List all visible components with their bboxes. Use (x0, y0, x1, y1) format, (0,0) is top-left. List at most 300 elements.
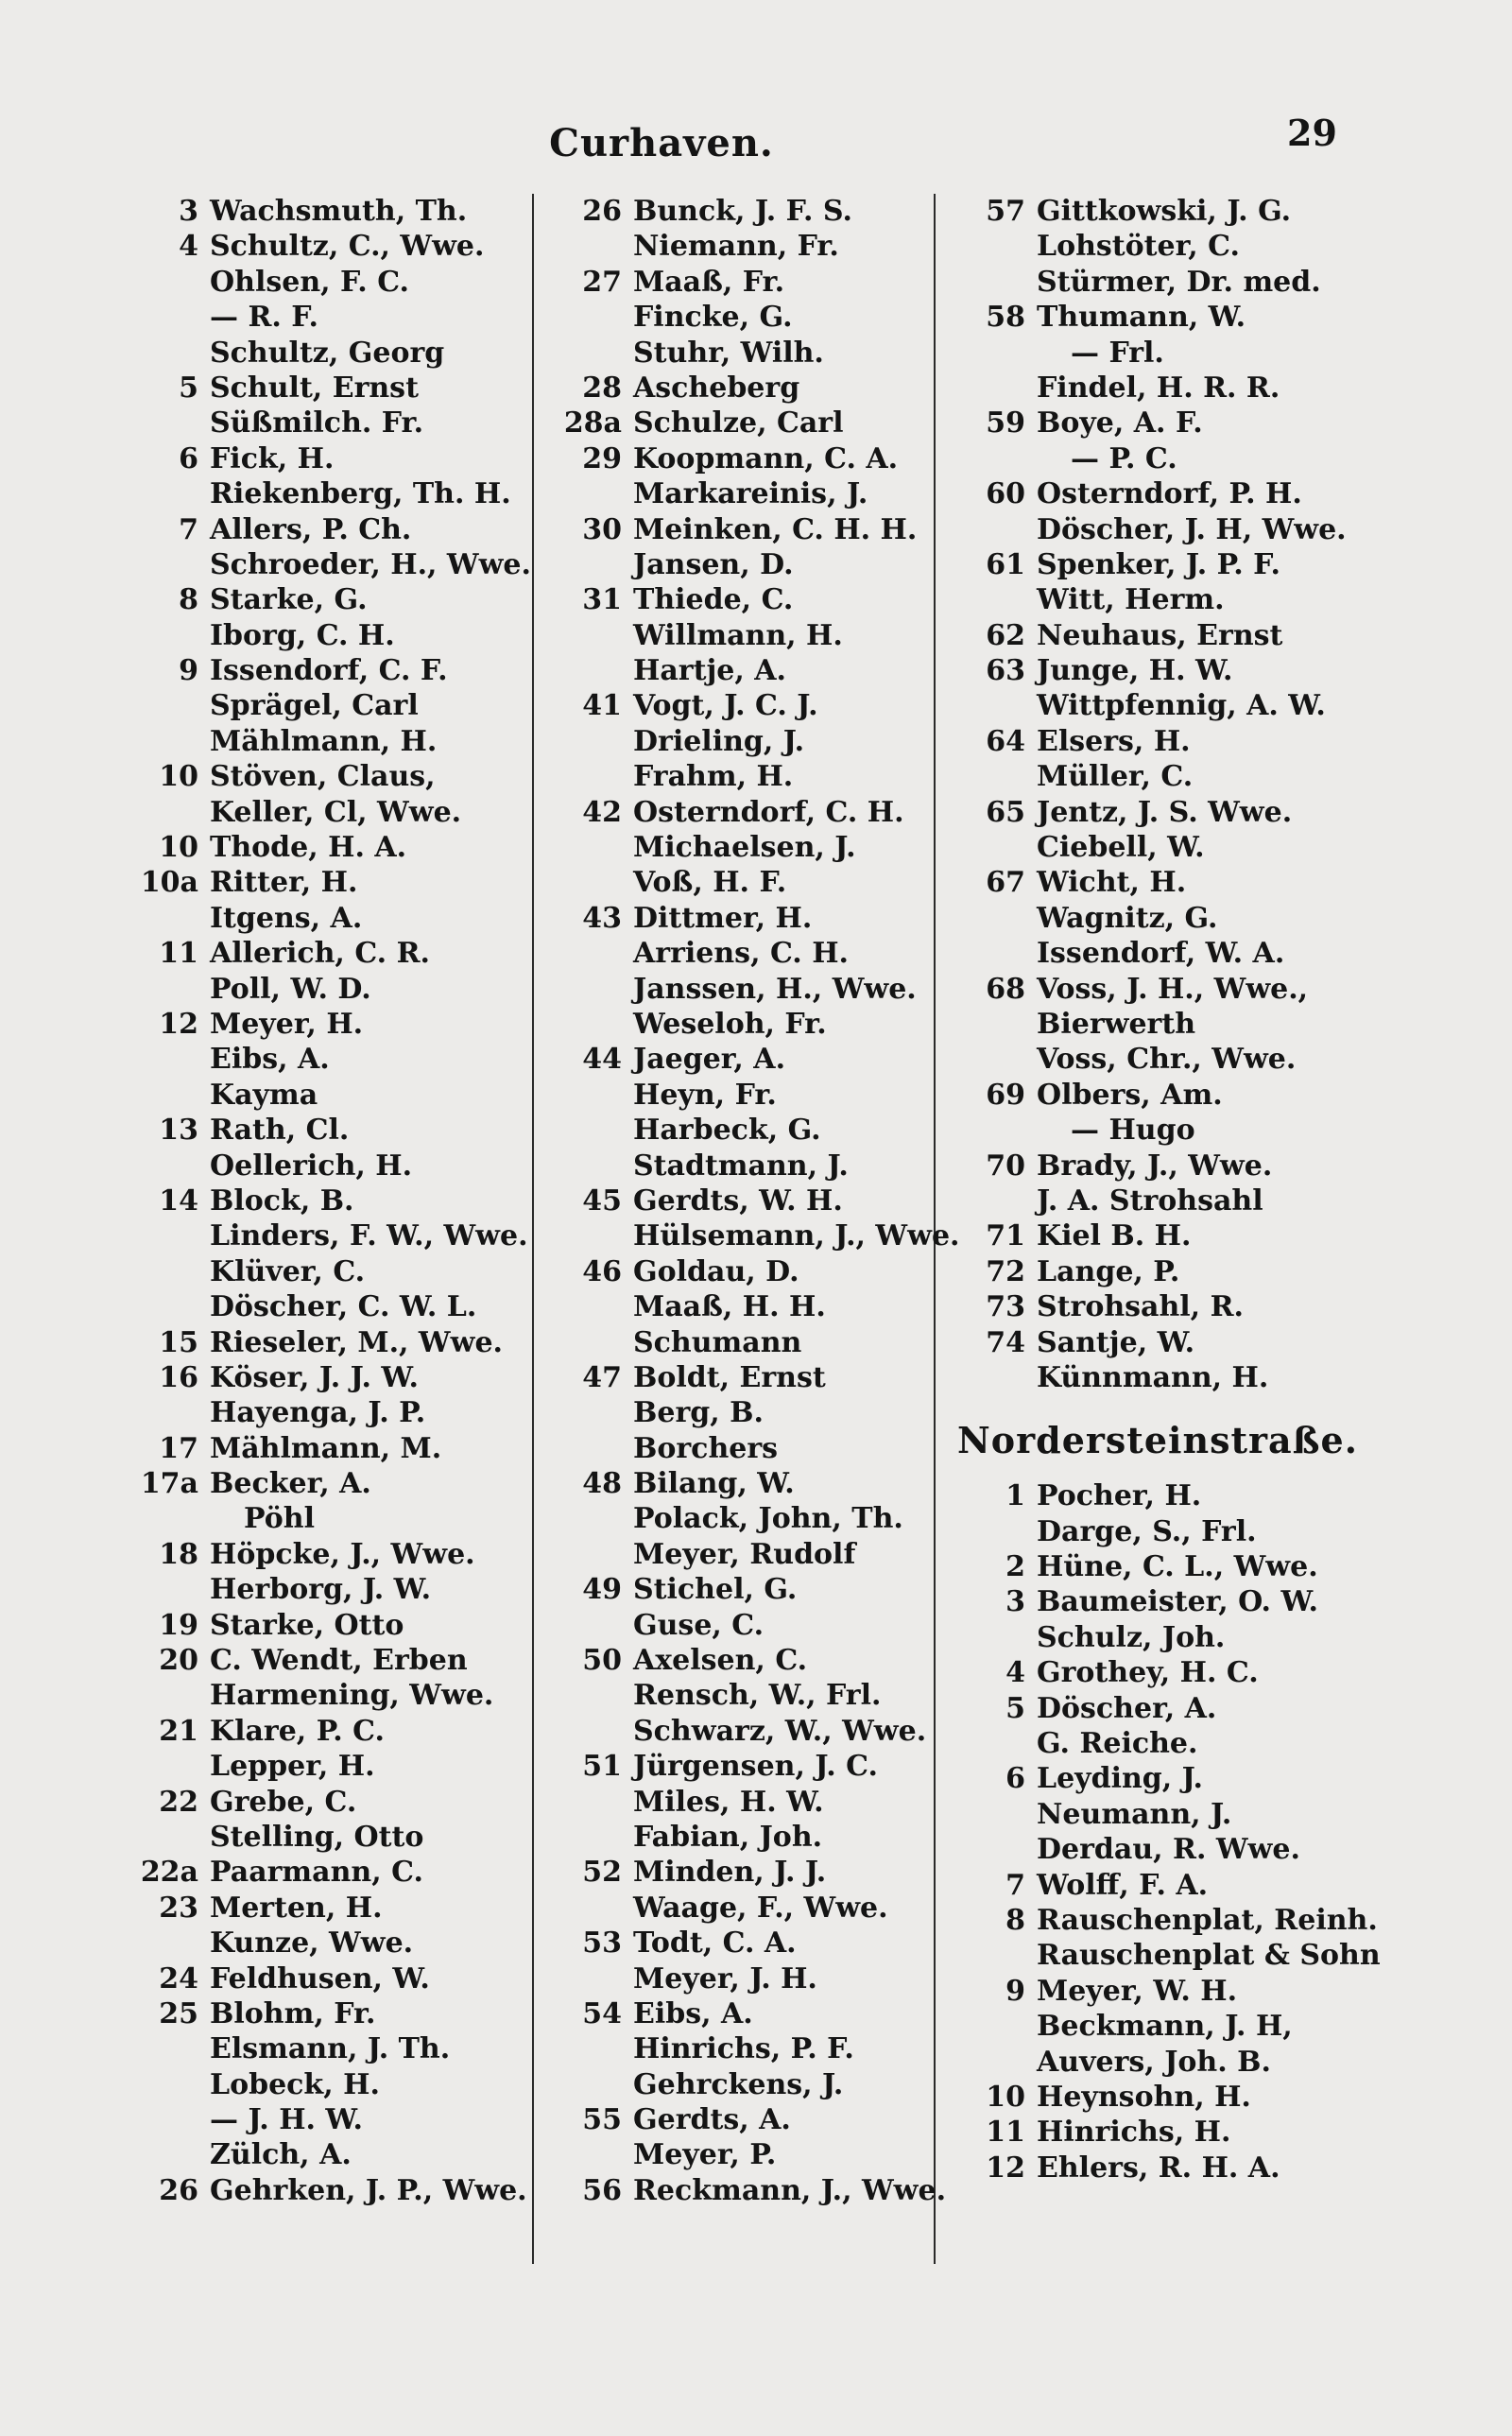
list-item (950, 2045, 1366, 2080)
house-number: 1 (1005, 1479, 1025, 1513)
resident-name: Wolff, F. A. (1037, 1868, 1209, 1902)
house-number: 4 (1005, 1656, 1025, 1690)
list-item (950, 1655, 1366, 1690)
list-item (546, 2137, 934, 2172)
resident-name: Witt, Herm. (1037, 583, 1225, 617)
list-item (950, 1514, 1366, 1549)
list-item (950, 1254, 1366, 1289)
list-item (123, 371, 531, 406)
list-item (950, 194, 1366, 229)
list-item (950, 476, 1366, 511)
list-item (546, 1395, 934, 1430)
list-item (123, 300, 531, 335)
resident-name: Wagnitz, G. (1037, 901, 1218, 935)
house-number: 9 (179, 654, 198, 688)
list-item (123, 865, 531, 900)
list-item (546, 547, 934, 582)
resident-name: Blohm, Fr. (210, 1996, 376, 2030)
house-number: 41 (582, 689, 622, 723)
resident-name: Riekenberg, Th. H. (210, 477, 511, 511)
list-item (546, 2173, 947, 2208)
resident-name: Gittkowski, J. G. (1037, 195, 1292, 228)
list-item (950, 1289, 1366, 1324)
house-number: 8 (179, 583, 198, 617)
resident-name: Linders, F. W., Wwe. (210, 1219, 528, 1253)
resident-name: Maaß, Fr. (633, 265, 785, 299)
resident-name: Ritter, H. (210, 866, 358, 900)
list-item (123, 194, 531, 229)
resident-name: Hinrichs, H. (1037, 2116, 1231, 2150)
resident-name: G. Reiche. (1037, 1727, 1198, 1761)
resident-name: Stuhr, Wilh. (633, 336, 824, 370)
list-item (123, 1360, 531, 1395)
resident-name: Axelsen, C. (633, 1644, 808, 1678)
house-number: 26 (582, 195, 622, 228)
list-item (546, 1042, 934, 1077)
list-item (950, 1042, 1366, 1077)
resident-name: Jansen, D. (633, 547, 794, 581)
house-number: 65 (986, 795, 1025, 829)
list-item (546, 618, 934, 653)
list-item (546, 2067, 934, 2102)
resident-name: Strohsahl, R. (1037, 1290, 1244, 1324)
list-item (546, 1007, 934, 1042)
list-item (546, 512, 934, 547)
house-number: 8 (1005, 1903, 1025, 1937)
resident-name: — Frl. (1071, 336, 1164, 370)
list-item (123, 1289, 531, 1324)
list-item (950, 547, 1366, 582)
resident-name: Guse, C. (633, 1608, 765, 1642)
resident-name: Michaelsen, J. (633, 831, 856, 865)
resident-name: Goldau, D. (633, 1254, 799, 1288)
resident-name: Junge, H. W. (1037, 654, 1233, 688)
column-divider (532, 194, 534, 2264)
list-item (123, 1714, 531, 1749)
resident-name: Grebe, C. (210, 1785, 357, 1819)
list-item (546, 830, 934, 865)
list-item (950, 972, 1366, 1007)
resident-name: Meyer, P. (633, 2138, 777, 2172)
list-item (950, 795, 1366, 830)
resident-name: Borchers (633, 1431, 779, 1465)
list-item (123, 1042, 531, 1077)
list-item (546, 582, 934, 617)
list-item (546, 371, 934, 406)
list-item (546, 795, 934, 830)
list-item (123, 441, 531, 476)
list-item (950, 759, 1366, 794)
resident-name: Voß, H. F. (633, 866, 787, 900)
house-number: 5 (1005, 1691, 1025, 1725)
resident-name: Kunze, Wwe. (210, 1926, 414, 1961)
house-number: 10a (140, 866, 198, 900)
resident-name: Rauschenplat & Sohn (1037, 1939, 1381, 1973)
list-item (950, 229, 1366, 264)
resident-name: Itgens, A. (210, 901, 363, 935)
resident-name: Vogt, J. C. J. (633, 689, 818, 723)
resident-name: Bunck, J. F. S. (633, 195, 852, 228)
resident-name: Wachsmuth, Th. (210, 195, 468, 228)
resident-name: Kiel B. H. (1037, 1219, 1192, 1253)
resident-name: Minden, J. J. (633, 1856, 827, 1890)
resident-name: Oellerich, H. (210, 1149, 413, 1183)
house-number: 52 (582, 1856, 622, 1890)
list-item (123, 336, 531, 371)
house-number: 60 (986, 477, 1025, 511)
list-item (546, 1643, 934, 1678)
list-item (123, 724, 531, 759)
resident-name: — Hugo (1071, 1114, 1195, 1148)
resident-name: Allerich, C. R. (210, 937, 430, 971)
list-item (950, 1726, 1366, 1761)
list-item (123, 476, 531, 511)
list-item (123, 1078, 531, 1113)
house-number: 27 (582, 265, 622, 299)
list-item (950, 1478, 1366, 1513)
resident-name: Schultz, Georg (210, 336, 445, 370)
list-item (123, 1325, 531, 1360)
resident-name: Lepper, H. (210, 1750, 375, 1784)
list-item (546, 1289, 934, 1324)
house-number: 30 (582, 512, 622, 546)
list-item (123, 547, 531, 582)
house-number: 3 (179, 195, 198, 228)
resident-name: Heyn, Fr. (633, 1078, 777, 1112)
house-number: 58 (986, 301, 1025, 335)
resident-name: Hinrichs, P. F. (633, 2032, 854, 2066)
resident-name: Frahm, H. (633, 760, 794, 794)
resident-name: Lobeck, H. (210, 2067, 380, 2101)
resident-name: Niemann, Fr. (633, 230, 839, 264)
resident-name: Klare, P. C. (210, 1714, 385, 1748)
list-item (123, 1961, 531, 1996)
list-item (950, 1218, 1366, 1253)
list-item (123, 1643, 531, 1678)
resident-name: C. Wendt, Erben (210, 1644, 468, 1678)
list-item (950, 2009, 1366, 2044)
resident-name: Döscher, A. (1037, 1691, 1217, 1725)
resident-name: Künnmann, H. (1037, 1360, 1269, 1394)
list-item (546, 2031, 934, 2066)
list-item (546, 1608, 934, 1643)
list-item (546, 336, 934, 371)
list-item (123, 582, 531, 617)
resident-name: Hülsemann, J., Wwe. (633, 1219, 960, 1253)
house-number: 45 (582, 1183, 622, 1218)
house-number: 20 (159, 1644, 198, 1678)
list-item (546, 1466, 934, 1501)
resident-name: Osterndorf, P. H. (1037, 477, 1302, 511)
house-number: 15 (159, 1325, 198, 1359)
house-number: 59 (986, 406, 1025, 441)
list-item (950, 2080, 1366, 2115)
house-number: 71 (986, 1219, 1025, 1253)
resident-name: Rieseler, M., Wwe. (210, 1325, 503, 1359)
house-number: 70 (986, 1149, 1025, 1183)
resident-name: Harbeck, G. (633, 1114, 821, 1148)
list-item (950, 1797, 1366, 1832)
house-number: 21 (159, 1714, 198, 1748)
house-number: 28a (563, 406, 622, 441)
resident-name: Schroeder, H., Wwe. (210, 547, 531, 581)
resident-name: Voss, J. H., Wwe., (1037, 972, 1309, 1006)
list-item (546, 1749, 934, 1784)
column-2 (546, 194, 960, 2278)
resident-name: Findel, H. R. R. (1037, 371, 1280, 405)
resident-name: Fincke, G. (633, 301, 793, 335)
house-number: 69 (986, 1078, 1025, 1112)
resident-name: Kayma (210, 1078, 318, 1112)
resident-name: — R. F. (210, 301, 318, 335)
resident-name: Stichel, G. (633, 1573, 798, 1607)
house-number: 72 (986, 1254, 1025, 1288)
house-number: 28 (582, 371, 622, 405)
list-item (950, 300, 1366, 335)
resident-name: Döscher, J. H, Wwe. (1037, 512, 1347, 546)
house-number: 16 (159, 1360, 198, 1394)
resident-name: Stöven, Claus, (210, 760, 436, 794)
resident-name: Müller, C. (1037, 760, 1194, 794)
house-number: 29 (582, 441, 622, 475)
house-number: 26 (159, 2173, 198, 2207)
resident-name: Leyding, J. (1037, 1762, 1203, 1796)
resident-name: Block, B. (210, 1183, 354, 1218)
list-item (950, 441, 1366, 476)
list-item (123, 406, 531, 441)
list-item (950, 901, 1366, 936)
list-item (546, 1149, 934, 1183)
resident-name: Meyer, J. H. (633, 1961, 817, 1995)
list-item (546, 265, 934, 300)
house-number: 13 (159, 1114, 198, 1148)
list-item (950, 1007, 1366, 1042)
section-title: Nordersteinstraße. (957, 1419, 1358, 1462)
resident-name: Ascheberg (633, 371, 800, 405)
house-number: 62 (986, 618, 1025, 652)
house-number: 12 (986, 2151, 1025, 2185)
house-number: 7 (1005, 1868, 1025, 1902)
resident-name: Issendorf, C. F. (210, 654, 448, 688)
resident-name: Meyer, W. H. (1037, 1974, 1238, 2008)
list-item (123, 265, 531, 300)
resident-name: Schumann (633, 1325, 802, 1359)
resident-name: Schultz, C., Wwe. (210, 230, 485, 264)
resident-name: Meyer, Rudolf (633, 1537, 856, 1571)
resident-name: Dittmer, H. (633, 901, 813, 935)
resident-name: Santje, W. (1037, 1325, 1195, 1359)
house-number: 74 (986, 1325, 1025, 1359)
resident-name: Meinken, C. H. H. (633, 512, 918, 546)
resident-name: Jentz, J. S. Wwe. (1037, 795, 1293, 829)
list-item (950, 1183, 1366, 1218)
resident-name: Berg, B. (633, 1396, 764, 1430)
list-item (546, 1820, 934, 1855)
resident-name: Rath, Cl. (210, 1114, 350, 1148)
list-item (950, 653, 1366, 688)
list-item (123, 618, 531, 653)
house-number: 6 (1005, 1762, 1025, 1796)
resident-name: Harmening, Wwe. (210, 1679, 494, 1713)
house-number: 23 (159, 1891, 198, 1925)
list-item (950, 1691, 1366, 1726)
house-number: 51 (582, 1750, 622, 1784)
resident-name: Maaß, H. H. (633, 1290, 826, 1324)
resident-name: Allers, P. Ch. (210, 512, 412, 546)
list-item (950, 1360, 1366, 1395)
list-item (546, 1855, 934, 1890)
house-number: 67 (986, 866, 1025, 900)
resident-name: Boye, A. F. (1037, 406, 1203, 441)
column-1 (123, 194, 531, 2278)
resident-name: Spenker, J. P. F. (1037, 547, 1280, 581)
list-item (123, 2031, 531, 2066)
resident-name: Eibs, A. (210, 1043, 330, 1077)
list-item (123, 830, 531, 865)
house-number: 50 (582, 1644, 622, 1678)
list-item (950, 1113, 1366, 1148)
resident-name: Schulz, Joh. (1037, 1620, 1226, 1654)
resident-name: Elsmann, J. Th. (210, 2032, 451, 2066)
list-item (546, 1961, 934, 1996)
list-item (546, 1996, 934, 2031)
list-item (546, 1785, 934, 1820)
resident-name: Pöhl (244, 1502, 315, 1536)
resident-name: Neumann, J. (1037, 1797, 1232, 1831)
resident-name: Hüne, C. L., Wwe. (1037, 1550, 1318, 1584)
list-item (950, 688, 1366, 723)
list-item (123, 1537, 531, 1572)
resident-name: Schulze, Carl (633, 406, 844, 441)
list-item (950, 1974, 1366, 2009)
list-item (950, 2151, 1366, 2185)
list-item (123, 512, 531, 547)
resident-name: Wicht, H. (1037, 866, 1187, 900)
list-item (123, 1149, 531, 1183)
resident-name: Stürmer, Dr. med. (1037, 265, 1321, 299)
resident-name: Pocher, H. (1037, 1479, 1202, 1513)
resident-name: Polack, John, Th. (633, 1502, 903, 1536)
resident-name: Elsers, H. (1037, 724, 1191, 758)
house-number: 2 (1005, 1550, 1025, 1584)
list-item (546, 441, 934, 476)
resident-name: Ohlsen, F. C. (210, 265, 409, 299)
resident-name: Hartje, A. (633, 654, 786, 688)
list-item (546, 1537, 934, 1572)
list-item (546, 1678, 934, 1713)
resident-name: Ehlers, R. H. A. (1037, 2151, 1280, 2185)
list-item (950, 865, 1366, 900)
list-item (123, 1007, 531, 1042)
house-number: 68 (986, 972, 1025, 1006)
resident-name: Keller, Cl, Wwe. (210, 795, 462, 829)
resident-name: Herborg, J. W. (210, 1573, 432, 1607)
house-number: 9 (1005, 1974, 1025, 2008)
house-number: 46 (582, 1254, 622, 1288)
list-item (546, 1218, 960, 1253)
list-item (950, 582, 1366, 617)
list-item (950, 1761, 1366, 1796)
house-number: 48 (582, 1467, 622, 1501)
page-number: 29 (1287, 112, 1337, 154)
house-number: 22 (159, 1785, 198, 1819)
resident-name: Boldt, Ernst (633, 1360, 826, 1394)
list-item (123, 936, 531, 971)
resident-name: Gehrckens, J. (633, 2067, 844, 2101)
resident-name: Voss, Chr., Wwe. (1037, 1043, 1297, 1077)
house-number: 42 (582, 795, 622, 829)
resident-name: Osterndorf, C. H. (633, 795, 904, 829)
resident-name: Auvers, Joh. B. (1037, 2045, 1271, 2079)
resident-name: Iborg, C. H. (210, 618, 395, 652)
list-item (123, 1113, 531, 1148)
resident-name: Jürgensen, J. C. (633, 1750, 878, 1784)
list-item (546, 1572, 934, 1607)
list-item (950, 371, 1366, 406)
house-number: 4 (179, 230, 198, 264)
list-item (123, 1254, 531, 1289)
list-item (546, 1078, 934, 1113)
resident-name: Feldhusen, W. (210, 1961, 430, 1995)
resident-name: Hayenga, J. P. (210, 1396, 426, 1430)
list-item (546, 1113, 934, 1148)
resident-name: Höpcke, J., Wwe. (210, 1537, 475, 1571)
list-item (546, 936, 934, 971)
list-item (123, 795, 531, 830)
resident-name: Todt, C. A. (633, 1926, 797, 1961)
house-number: 17a (140, 1467, 198, 1501)
list-item (546, 901, 934, 936)
resident-name: Issendorf, W. A. (1037, 937, 1285, 971)
list-item (546, 865, 934, 900)
house-number: 10 (159, 831, 198, 865)
list-item (123, 1891, 531, 1926)
list-item (123, 1466, 531, 1501)
list-item (950, 1325, 1366, 1360)
resident-name: Zülch, A. (210, 2138, 352, 2172)
resident-name: Bilang, W. (633, 1467, 795, 1501)
resident-name: Eibs, A. (633, 1996, 753, 2030)
resident-name: Arriens, C. H. (633, 937, 849, 971)
house-number: 24 (159, 1961, 198, 1995)
resident-name: Lohstöter, C. (1037, 230, 1240, 264)
resident-name: — P. C. (1071, 441, 1177, 475)
resident-name: Süßmilch. Fr. (210, 406, 424, 441)
list-item (950, 724, 1366, 759)
resident-name: Fabian, Joh. (633, 1820, 823, 1854)
resident-name: Mählmann, H. (210, 724, 438, 758)
house-number: 61 (986, 547, 1025, 581)
resident-name: Heynsohn, H. (1037, 2080, 1251, 2114)
house-number: 11 (986, 2116, 1025, 2150)
house-number: 12 (159, 1007, 198, 1041)
resident-name: Schwarz, W., Wwe. (633, 1714, 927, 1748)
resident-name: Miles, H. W. (633, 1785, 824, 1819)
list-item (123, 1785, 531, 1820)
resident-name: Ciebell, W. (1037, 831, 1205, 865)
list-item (123, 1183, 531, 1218)
resident-name: Starke, Otto (210, 1608, 404, 1642)
resident-name: Gehrken, J. P., Wwe. (210, 2173, 527, 2207)
list-item (950, 936, 1366, 971)
list-item (123, 1820, 531, 1855)
resident-name: Bierwerth (1037, 1007, 1196, 1041)
house-number: 55 (582, 2103, 622, 2137)
house-number: 7 (179, 512, 198, 546)
house-number: 18 (159, 1537, 198, 1571)
resident-name: Baumeister, O. W. (1037, 1585, 1318, 1619)
list-item (950, 1620, 1366, 1655)
